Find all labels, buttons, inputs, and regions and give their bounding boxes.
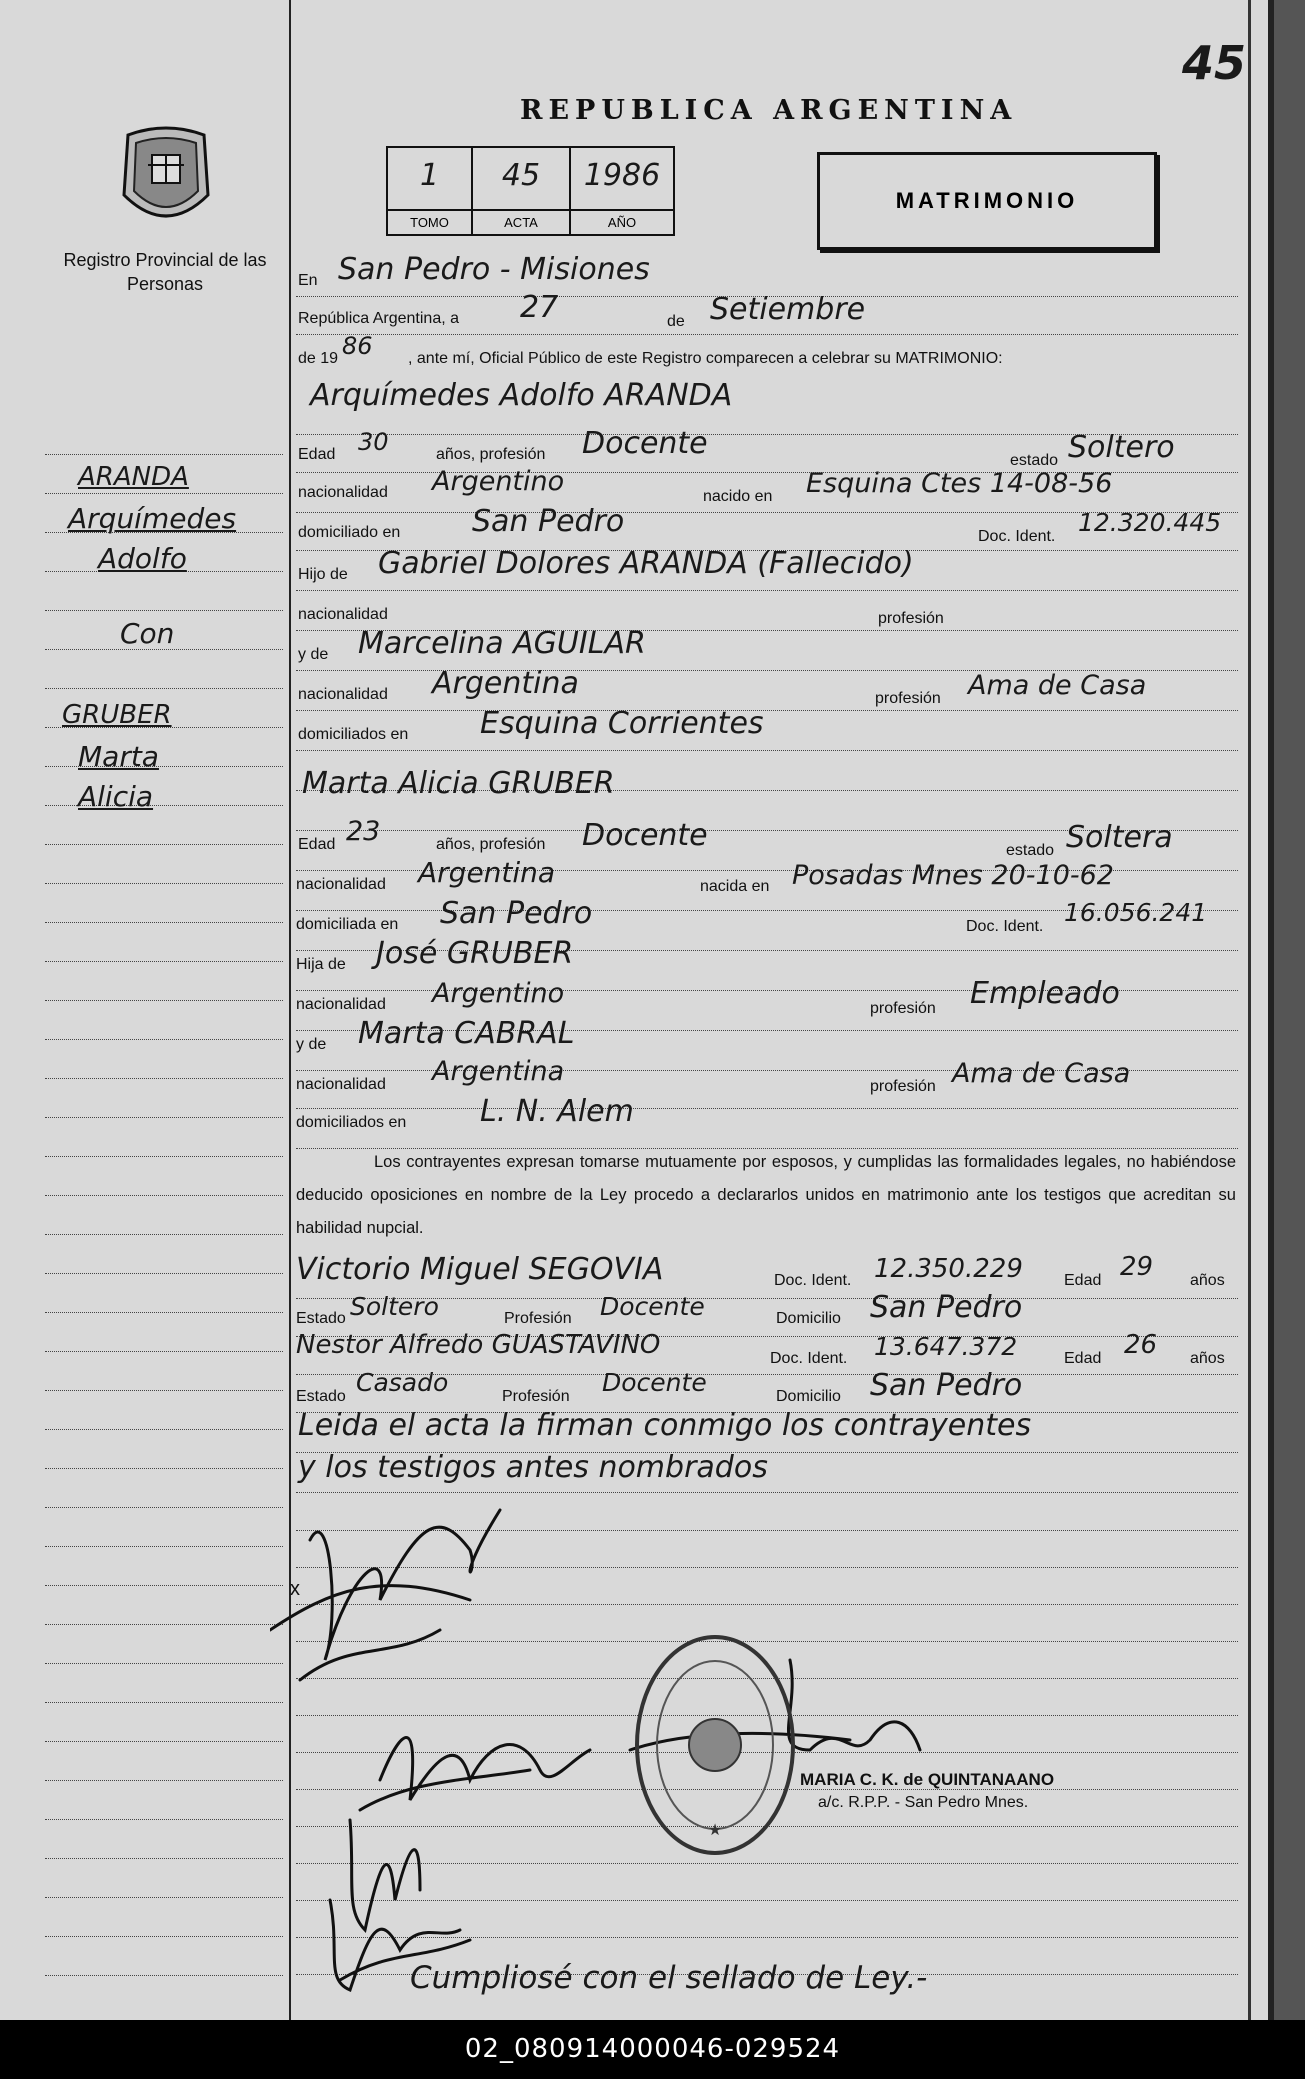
ano-value: 1986 bbox=[583, 158, 661, 193]
bride-doc: 16.056.241 bbox=[1064, 898, 1208, 927]
opening-statement: , ante mí, Oficial Público de este Registro comparecen a celebrar su MATRIMONIO: bbox=[408, 350, 1003, 367]
groom-mother-nationality: Argentina bbox=[432, 666, 579, 701]
bride-mother-profession: Ama de Casa bbox=[952, 1058, 1131, 1089]
bride-father: José GRUBER bbox=[376, 936, 574, 971]
margin-rule-line bbox=[45, 1780, 283, 1781]
groom-age-label: Edad bbox=[298, 446, 336, 463]
margin-rule-line bbox=[45, 1000, 283, 1001]
day-value: 27 bbox=[520, 290, 559, 325]
groom-mother-prof-label: profesión bbox=[875, 690, 941, 707]
margin-bride-second: Alicia bbox=[78, 780, 154, 813]
bride-mother-label: y de bbox=[296, 1036, 327, 1053]
official-role: a/c. R.P.P. - San Pedro Mnes. bbox=[818, 1794, 1029, 1811]
witness-1-profession: Docente bbox=[600, 1292, 705, 1321]
margin-groom-surname: ARANDA bbox=[78, 462, 189, 492]
witness-2-name: Nestor Alfredo GUASTAVINO bbox=[296, 1330, 661, 1360]
bride-parents-address-label: domiciliados en bbox=[296, 1114, 407, 1131]
place-value: San Pedro - Misiones bbox=[338, 252, 650, 287]
margin-rule-line bbox=[45, 1819, 283, 1820]
groom-mother-label: y de bbox=[298, 646, 329, 663]
bride-nationality: Argentina bbox=[418, 856, 556, 889]
margin-rule-line bbox=[45, 1039, 283, 1040]
bride-father-label: Hija de bbox=[296, 956, 346, 973]
acta-label: ACTA bbox=[473, 209, 569, 230]
month-value: Setiembre bbox=[710, 292, 866, 327]
year-suffix: 86 bbox=[342, 332, 373, 360]
body-rule-line bbox=[296, 750, 1238, 751]
acta-value: 45 bbox=[501, 158, 541, 193]
tomo-label: TOMO bbox=[388, 209, 471, 230]
registry-stamp-icon bbox=[630, 1625, 800, 1865]
svg-text:★: ★ bbox=[707, 1822, 723, 1839]
margin-rule-line bbox=[45, 1351, 283, 1352]
margin-rule-line bbox=[45, 1429, 283, 1430]
margin-rule-line bbox=[45, 1234, 283, 1235]
bride-nationality-label: nacionalidad bbox=[296, 876, 386, 893]
groom-doc: 12.320.445 bbox=[1078, 508, 1222, 537]
declaration-body: Los contrayentes expresan tomarse mutuamente por esposos, y cumplidas las formalidades legales, no habiéndose deducido oposiciones en nombre de la Ley procedo a declararlos unidos en matrimonio ante los testigos que acreditan su habilidad nupcial. bbox=[296, 1153, 1236, 1237]
margin-rule-line bbox=[45, 1195, 283, 1196]
witness-1-age: 29 bbox=[1120, 1252, 1154, 1282]
witness-2-age: 26 bbox=[1124, 1330, 1158, 1360]
registry-name: Registro Provincial de las Personas bbox=[63, 250, 267, 294]
margin-rule-line bbox=[45, 1936, 283, 1937]
witness-1-profession-label: Profesión bbox=[504, 1310, 572, 1327]
bride-name: Marta Alicia GRUBER bbox=[302, 766, 615, 801]
witness-2-address: San Pedro bbox=[870, 1368, 1023, 1403]
bride-doc-label: Doc. Ident. bbox=[966, 918, 1044, 935]
bride-mother-nat-label: nacionalidad bbox=[296, 1076, 386, 1093]
ano-label: AÑO bbox=[571, 209, 673, 230]
groom-mother-nat-label: nacionalidad bbox=[298, 686, 388, 703]
year-prefix: de 19 bbox=[298, 350, 339, 367]
margin-rule-line bbox=[45, 1975, 283, 1976]
witness-1-address-label: Domicilio bbox=[776, 1310, 841, 1327]
margin-groom-second: Adolfo bbox=[98, 542, 187, 575]
witness-2-status-label: Estado bbox=[296, 1388, 346, 1405]
official-name: MARIA C. K. de QUINTANAANO bbox=[800, 1770, 1055, 1789]
witness-2-doc: 13.647.372 bbox=[874, 1332, 1018, 1361]
groom-father-label: Hijo de bbox=[298, 566, 348, 583]
body-rule-line bbox=[296, 710, 1238, 711]
margin-con: Con bbox=[120, 617, 175, 650]
margin-rule-line bbox=[45, 1156, 283, 1157]
groom-name: Arquímedes Adolfo ARANDA bbox=[310, 378, 733, 413]
witness-2-address-label: Domicilio bbox=[776, 1388, 841, 1405]
groom-parents-address-label: domiciliados en bbox=[298, 726, 409, 743]
groom-birth-label: nacido en bbox=[703, 488, 773, 505]
margin-rule-line bbox=[45, 1390, 283, 1391]
witness-1-status-label: Estado bbox=[296, 1310, 346, 1327]
bride-parents-address: L. N. Alem bbox=[480, 1094, 634, 1129]
registry-seal-icon bbox=[118, 125, 214, 235]
svg-text:x: x bbox=[290, 1578, 300, 1600]
ano-cell bbox=[571, 148, 673, 234]
witness-1-anos-label: años bbox=[1190, 1272, 1225, 1289]
closing-line-2: y los testigos antes nombrados bbox=[298, 1450, 768, 1485]
margin-rule-line bbox=[45, 1546, 283, 1547]
margin-rule-line bbox=[45, 1702, 283, 1703]
groom-status-label: estado bbox=[1010, 452, 1059, 469]
groom-nationality-label: nacionalidad bbox=[298, 484, 388, 501]
bride-age-label: Edad bbox=[298, 836, 336, 853]
right-edge-rule bbox=[1248, 0, 1251, 2020]
record-type-box: MATRIMONIO bbox=[817, 152, 1157, 250]
groom-profession: Docente bbox=[582, 426, 708, 461]
witness-2-profession-label: Profesión bbox=[502, 1388, 570, 1405]
margin-rule-line bbox=[45, 1468, 283, 1469]
witness-2-profession: Docente bbox=[602, 1368, 707, 1397]
margin-rule-line bbox=[45, 1273, 283, 1274]
witness-1-address: San Pedro bbox=[870, 1290, 1023, 1325]
bride-father-prof-label: profesión bbox=[870, 1000, 936, 1017]
tomo-cell bbox=[388, 148, 473, 234]
margin-groom-first: Arquímedes bbox=[68, 502, 237, 535]
bride-mother: Marta CABRAL bbox=[358, 1016, 575, 1051]
groom-nationality: Argentino bbox=[432, 466, 565, 497]
margin-rule-line bbox=[45, 1858, 283, 1859]
groom-birth: Esquina Ctes 14-08-56 bbox=[806, 468, 1113, 499]
groom-address-label: domiciliado en bbox=[298, 524, 401, 541]
image-caption: 02_080914000046-029524 bbox=[0, 2020, 1305, 2079]
groom-mother: Marcelina AGUILAR bbox=[358, 626, 646, 661]
groom-father: Gabriel Dolores ARANDA (Fallecido) bbox=[378, 546, 914, 581]
bride-status: Soltera bbox=[1066, 820, 1173, 855]
de-label: de bbox=[667, 313, 685, 330]
bride-father-nationality: Argentino bbox=[432, 978, 565, 1009]
bride-status-label: estado bbox=[1006, 842, 1055, 859]
margin-rule-line bbox=[45, 844, 283, 845]
groom-status: Soltero bbox=[1068, 430, 1175, 465]
declaration-text bbox=[296, 1146, 1236, 1245]
groom-address: San Pedro bbox=[472, 504, 625, 539]
body-rule-line bbox=[296, 334, 1238, 335]
witness-1-doc: 12.350.229 bbox=[874, 1254, 1023, 1284]
margin-rule-line bbox=[45, 1507, 283, 1508]
footer-note: Cumpliosé con el sellado de Ley.- bbox=[410, 1960, 928, 1996]
acta-cell bbox=[473, 148, 571, 234]
bride-birth: Posadas Mnes 20-10-62 bbox=[792, 860, 1114, 891]
en-label: En bbox=[298, 272, 318, 289]
margin-rule-line bbox=[45, 883, 283, 884]
margin-rule-line bbox=[45, 688, 283, 689]
groom-parents-address: Esquina Corrientes bbox=[480, 706, 764, 741]
document-title: REPUBLICA ARGENTINA bbox=[520, 95, 1018, 126]
bride-mother-nationality: Argentina bbox=[432, 1056, 565, 1087]
witness-2-status: Casado bbox=[356, 1368, 449, 1397]
margin-rule-line bbox=[45, 1741, 283, 1742]
margin-rule-line bbox=[45, 922, 283, 923]
margin-rule-line bbox=[45, 1078, 283, 1079]
margin-rule-line bbox=[45, 1663, 283, 1664]
groom-profession-label: años, profesión bbox=[436, 446, 546, 463]
witness-1-status: Soltero bbox=[350, 1292, 439, 1321]
margin-rule-line bbox=[45, 1585, 283, 1586]
margin-rule-line bbox=[45, 1624, 283, 1625]
margin-rule-line bbox=[45, 1312, 283, 1313]
witness-1-name: Victorio Miguel SEGOVIA bbox=[296, 1252, 664, 1287]
groom-mother-profession: Ama de Casa bbox=[968, 670, 1147, 701]
witness-2-age-label: Edad bbox=[1064, 1350, 1102, 1367]
witness-1-age-label: Edad bbox=[1064, 1272, 1102, 1289]
bride-address: San Pedro bbox=[440, 896, 593, 931]
margin-rule-line bbox=[45, 961, 283, 962]
groom-age: 30 bbox=[358, 428, 389, 456]
groom-father-prof-label: profesión bbox=[878, 610, 944, 627]
margin-rule-line bbox=[45, 1117, 283, 1118]
witness-2-anos-label: años bbox=[1190, 1350, 1225, 1367]
margin-rule-line bbox=[45, 610, 283, 611]
margin-bride-surname: GRUBER bbox=[62, 700, 172, 730]
bride-mother-prof-label: profesión bbox=[870, 1078, 936, 1095]
margin-bride-first: Marta bbox=[78, 740, 159, 773]
body-rule-line bbox=[296, 1108, 1238, 1109]
tomo-value: 1 bbox=[419, 158, 440, 193]
closing-line-1: Leida el acta la firman conmigo los contrayentes bbox=[298, 1408, 1032, 1443]
witness-2-doc-label: Doc. Ident. bbox=[770, 1350, 848, 1367]
margin-rule-line bbox=[45, 493, 283, 494]
bride-birth-label: nacida en bbox=[700, 878, 770, 895]
book-binding bbox=[1268, 0, 1305, 2020]
body-rule-line bbox=[296, 590, 1238, 591]
bride-profession-label: años, profesión bbox=[436, 836, 546, 853]
bride-father-nat-label: nacionalidad bbox=[296, 996, 386, 1013]
margin-rule-line bbox=[45, 1897, 283, 1898]
witness-1-doc-label: Doc. Ident. bbox=[774, 1272, 852, 1289]
margin-rule-line bbox=[45, 454, 283, 455]
bride-father-profession: Empleado bbox=[970, 976, 1120, 1011]
republica-label: República Argentina, a bbox=[298, 310, 459, 327]
groom-doc-label: Doc. Ident. bbox=[978, 528, 1056, 545]
page-number: 45 bbox=[1182, 36, 1247, 90]
groom-father-nat-label: nacionalidad bbox=[298, 606, 388, 623]
bride-age: 23 bbox=[346, 816, 381, 847]
bride-profession: Docente bbox=[582, 818, 708, 853]
record-number-table bbox=[386, 146, 675, 236]
bride-address-label: domiciliada en bbox=[296, 916, 399, 933]
